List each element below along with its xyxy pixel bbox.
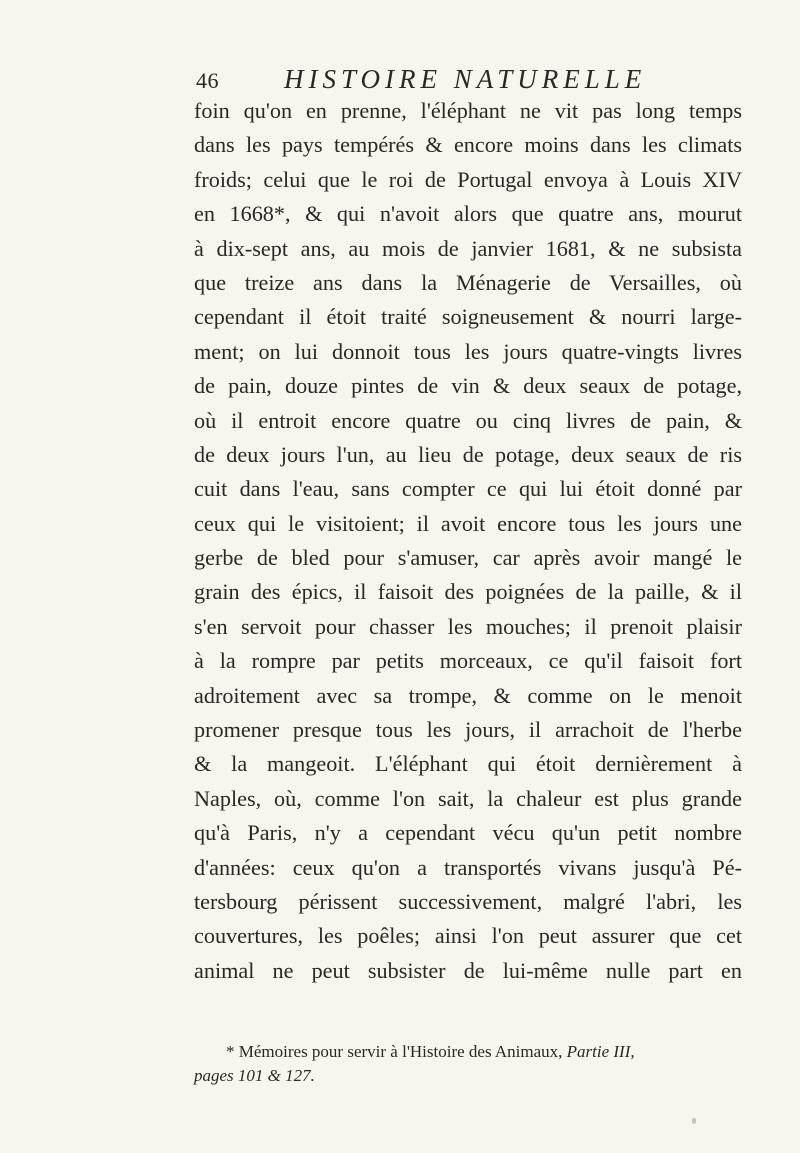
text-line: promener presque tous les jours, il arrachoit de l'herbe <box>194 717 742 743</box>
body-text <box>194 94 742 988</box>
footnote-text: * Mémoires pour servir à l'Histoire des Animaux, <box>226 1042 567 1061</box>
footnote-line <box>194 1040 742 1064</box>
text-line: couvertures, les poêles; ainsi l'on peut assurer que cet <box>194 923 742 949</box>
text-line: à la rompre par petits morceaux, ce qu'il faisoit fort <box>194 648 742 674</box>
text-line: de deux jours l'un, au lieu de potage, deux seaux de ris <box>194 441 742 467</box>
text-line: cuit dans l'eau, sans compter ce qui lui étoit donné par <box>194 476 742 502</box>
text-line: ceux qui le visitoient; il avoit encore tous les jours une <box>194 510 742 536</box>
text-line: cependant il étoit traité soigneusement & nourri large- <box>194 304 742 330</box>
text-line: foin qu'on en prenne, l'éléphant ne vit pas long temps <box>194 98 742 123</box>
text-line: animal ne peut subsister de lui-même nulle part en <box>194 957 742 983</box>
text-line: froids; celui que le roi de Portugal envoya à Louis XIV <box>194 166 742 192</box>
text-line: tersbourg périssent successivement, malgré l'abri, les <box>194 888 742 914</box>
text-line: & la mangeoit. L'éléphant qui étoit dernièrement à <box>194 751 742 777</box>
text-line: dans les pays tempérés & encore moins dans les climats <box>194 132 742 158</box>
text-line: grain des épics, il faisoit des poignées de la paille, & il <box>194 579 742 605</box>
text-line: s'en servoit pour chasser les mouches; il prenoit plaisir <box>194 613 742 639</box>
text-line: à dix-sept ans, au mois de janvier 1681, & ne subsista <box>194 235 742 261</box>
text-line: que treize ans dans la Ménagerie de Versailles, où <box>194 269 742 295</box>
text-line: adroitement avec sa trompe, & comme on le menoit <box>194 682 742 708</box>
text-line: en 1668*, & qui n'avoit alors que quatre ans, mourut <box>194 201 742 227</box>
footnote-line <box>194 1064 742 1088</box>
page-header <box>196 64 756 98</box>
text-line: d'années: ceux qu'on a transportés vivans jusqu'à Pé- <box>194 854 742 880</box>
text-line: qu'à Paris, n'y a cependant vécu qu'un petit nombre <box>194 820 742 846</box>
text-line: gerbe de bled pour s'amuser, car après avoir mangé le <box>194 545 742 571</box>
text-line: où il entroit encore quatre ou cinq livres de pain, & <box>194 407 742 433</box>
text-line: ment; on lui donnoit tous les jours quatre-vingts livres <box>194 338 742 364</box>
footnote-pages: pages 101 & 127. <box>194 1066 315 1085</box>
text-line: Naples, où, comme l'on sait, la chaleur est plus grande <box>194 785 742 811</box>
paper-speck <box>692 1118 696 1124</box>
footnote <box>194 1040 742 1088</box>
running-title: HISTOIRE NATURELLE <box>284 64 647 94</box>
text-line: de pain, douze pintes de vin & deux seaux de potage, <box>194 373 742 399</box>
page-number: 46 <box>196 68 219 93</box>
footnote-reference: Partie III, <box>566 1042 635 1061</box>
